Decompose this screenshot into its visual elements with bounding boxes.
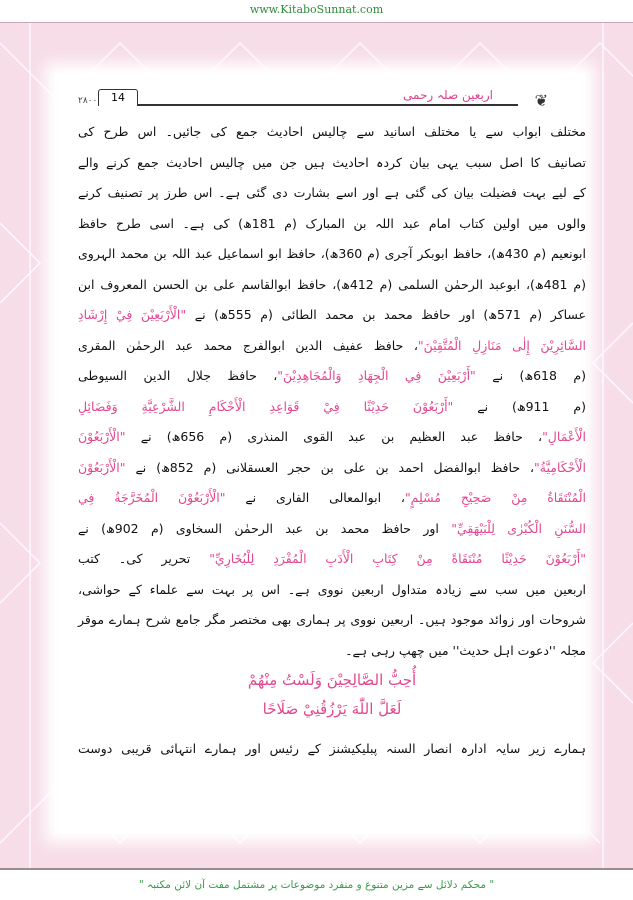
page-number: 14 [98,89,138,106]
urdu-text: مجلہ ''دعوت اہل حدیث'' میں چھپ رہی ہے۔ [345,642,586,658]
urdu-text: (م 618ھ) نے [475,368,586,383]
urdu-text: ، حافظ ابوالفضل احمد بن علی بن حجر العسقلانی (م 852ھ) نے [125,459,535,475]
text-line [78,209,586,240]
urdu-text: عساکر (م 571ھ) اور حافظ محمد بن محمد الطائی (م 555ھ) نے [186,307,586,322]
page-body [78,117,586,765]
urdu-text: ، ابوالمعالی الفاری نے [225,490,405,505]
text-line [78,453,586,484]
urdu-text: ، حافظ جلال الدین السیوطی [78,368,278,383]
arabic-title-text: السُّنَنِ الْكُبْرٰى لِلْبَيْهَقِيِّ" [451,520,586,536]
text-line [78,636,586,667]
text-line [78,575,586,606]
urdu-text: ، حافظ عفیف الدین ابوالفرج محمد عبد الرحمٰن المقری [78,337,418,353]
arabic-title-text: الْمُنْتَقَاةُ مِنْ صَحِيْحِ مُسْلِمٍ" [404,490,586,505]
arabic-title-text: "الْأَرْبَعُوْنَ الْمُخَرَّجَةُ فِي [78,490,226,505]
arabic-title-text: "أَرْبَعِيْنَ فِي الْجِهَادِ وَالْمُجَاهِدِيْنَ" [277,368,476,383]
verse-line: أُحِبُّ الصَّالِحِيْنَ وَلَسْتُ مِنْهُمْ [247,671,417,689]
running-header [78,88,568,110]
text-line [78,483,586,514]
arabic-title-text: "الْأَرْبَعِيْنَ فِيْ إِرْشَادِ [78,307,187,322]
text-line [78,117,586,148]
site-url: www.KitaboSunnat.com [249,3,384,16]
book-title: اربعین صلہ رحمی [403,88,493,102]
text-line [78,544,586,575]
urdu-text: مختلف ابواب سے یا مختلف اسانید سے چالیس احادیث جمع کی جائیں۔ اس طرح کی [78,124,586,139]
text-line [78,422,586,453]
header-rule [138,104,518,106]
urdu-text: تحریر کی۔ کتب [78,551,210,566]
text-line [78,514,586,545]
arabic-title-text: "الْأَرْبَعُوْنَ [78,429,126,444]
text-line [78,331,586,362]
urdu-text: (م 911ھ) نے [453,398,587,414]
arabic-title-text: السَّائِرِيْنَ إِلٰى مَنَازِلِ الْمُتَّقِيْنَ" [417,337,586,353]
text-line [78,270,586,301]
arabic-title-text: الْأَعْمَالِ" [542,429,586,444]
arabic-title-text: الْأَحْكَامِيَّةُ" [534,459,586,475]
urdu-text: والوں میں اولین کتاب امام عبد اللہ بن المبارک (م 181ھ) کی ہے۔ اسی طرح حافظ [78,215,586,231]
text-line [78,392,586,423]
header-ornament-left: ۲۸۰۰ [78,96,98,106]
footer-tagline: " محکم دلائل سے مزین متنوع و منفرد موضوعات پر مشتمل مفت آن لائن مکتبہ " [138,879,495,891]
arabic-title-text: "أَرْبَعُوْنَ حَدِيْثًا فِيْ قَوَاعِدِ الْأَحْكَامِ الشَّرْعِيَّةِ وَفَضَائِلِ [78,398,454,414]
text-line [78,300,586,331]
paragraph [78,117,586,666]
urdu-text: ابونعیم (م 430ھ)، حافظ ابوبکر آجری (م 360ھ)، حافظ ابو اسماعیل عبد اللہ بن محمد الہروی [78,246,586,261]
urdu-text: تصانیف کا اصل سبب یہی بیان کردہ احادیث ہیں جن میں چالیس احادیث جمع کرنے والے [78,154,586,170]
urdu-text: کے لیے بہت فضیلت بیان کی گئی ہے اور اسے بشارت دی گئی ہے۔ اس طرز پر تصنیف کرنے [78,185,586,200]
floral-ornament-icon: ❦ [534,91,548,110]
arabic-title-text: "أَرْبَعُوْنَ حَدِيْثًا مُنْتَقَاةً مِنْ كِتَابِ الْأَدَبِ الْمُفْرَدِ لِلْبُخَارِيِّ" [209,551,586,566]
text-line [78,148,586,179]
text-line [78,178,586,209]
text-line: ہمارے زیر سایہ ادارہ انصار السنہ پبلیکیشنز کے رئیس اور ہمارے انتہائی قریبی دوست [78,741,586,756]
urdu-text: شروحات اور زوائد موجود ہیں۔ اربعین نووی پر ہماری بھی مختصر مگر جامع شرح ہمارے موقر [78,612,586,627]
text-line [78,239,586,270]
urdu-text: اربعین میں سب سے زیادہ متداول اربعین نووی ہے۔ اس پر بہت سے علماء کے حواشی، [78,581,586,597]
text-line [78,361,586,392]
text-line [78,605,586,636]
urdu-text: ، حافظ عبد العظیم بن عبد القوی المنذری (م 656ھ) نے [125,429,543,444]
arabic-title-text: "الْأَرْبَعُوْنَ [78,459,126,475]
urdu-text: (م 481ھ)، ابوعبد الرحمٰن السلمی (م 412ھ)، حافظ ابوالقاسم علی بن الحسن المعروف ابن [78,276,587,292]
urdu-text: اور حافظ محمد بن عبد الرحمٰن السخاوی (م 902ھ) نے [78,520,452,536]
verse-line: لَعَلَّ اللّٰهَ يَرْزُقُنِيْ صَلَاحًا [262,700,402,718]
